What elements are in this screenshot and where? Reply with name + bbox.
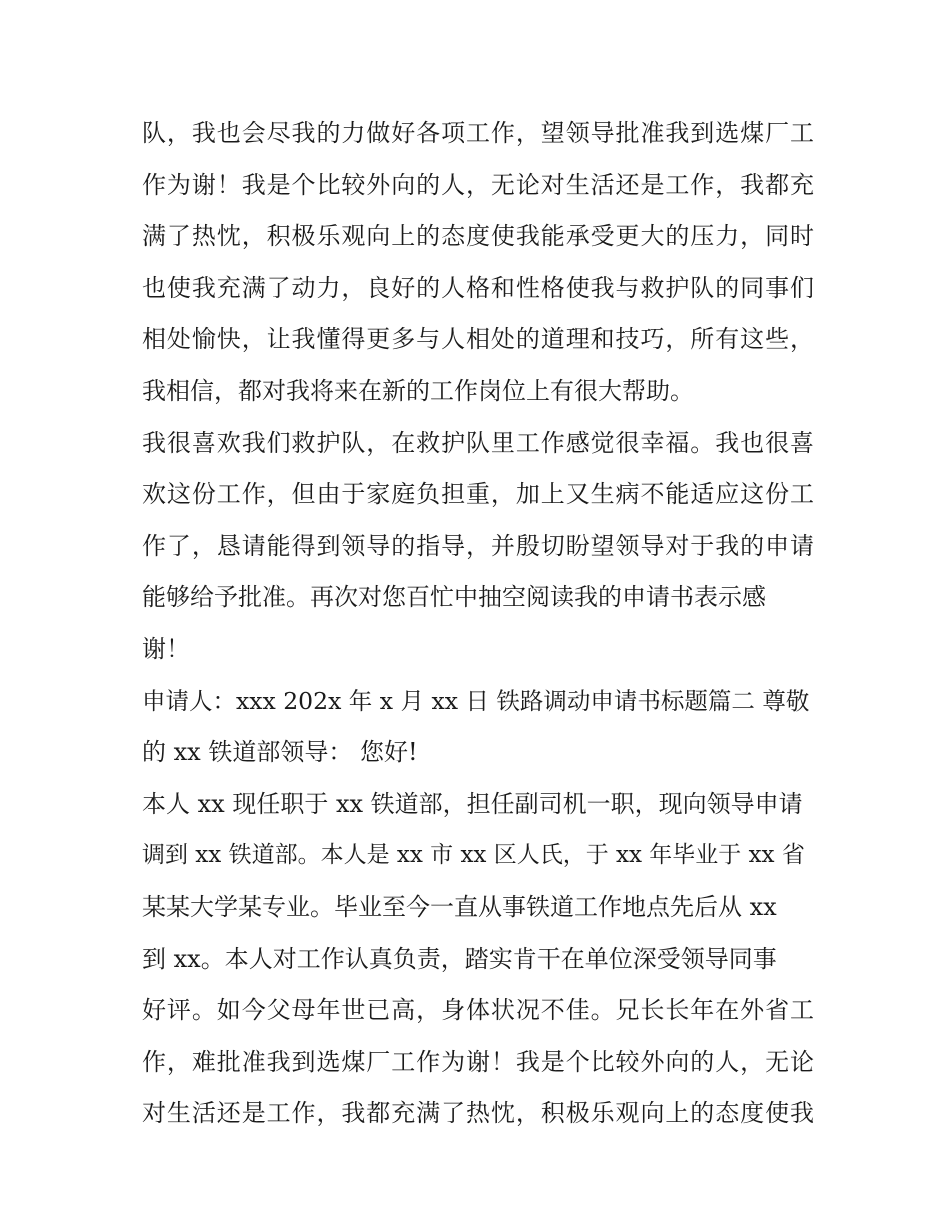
text-line: 相处愉快，让我懂得更多与人相处的道理和技巧，所有这些， [142,325,814,354]
text-line: 我很喜欢我们救护队，在救护队里工作感觉很幸福。我也很喜 [142,428,814,457]
text-line: 本人 xx 现任职于 xx 铁道部，担任副司机一职，现向领导申请 [142,789,803,818]
text-line: 到 xx。本人对工作认真负责，踏实肯干在单位深受领导同事 [142,944,777,973]
text-line: 谢！ [142,634,190,663]
document-body [142,108,814,1140]
text-line: 调到 xx 铁道部。本人是 xx 市 xx 区人氏，于 xx 年毕业于 xx 省 [142,842,805,869]
text-line: 作为谢！我是个比较外向的人，无论对生活还是工作，我都充 [142,170,814,199]
text-line: 队，我也会尽我的力做好各项工作，望领导批准我到选煤厂工 [142,119,814,147]
text-line: 对生活还是工作，我都充满了热忱，积极乐观向上的态度使我 [142,1099,814,1128]
text-line: 某某大学某专业。毕业至今一直从事铁道工作地点先后从 xx [142,892,777,921]
text-line: 能够给予批准。再次对您百忙中抽空阅读我的申请书表示感 [142,583,766,612]
text-line: 好评。如今父母年世已高，身体状况不佳。兄长长年在外省工 [142,996,814,1025]
text-line: 我相信，都对我将来在新的工作岗位上有很大帮助。 [142,376,694,405]
text-line: 的 xx 铁道部领导： 您好! [142,738,418,767]
text-line: 申请人：xxx 202x 年 x 月 xx 日 铁路调动申请书标题篇二 尊敬 [142,686,810,715]
text-line: 满了热忱，积极乐观向上的态度使我能承受更大的压力，同时 [142,222,814,251]
text-line: 作，难批准我到选煤厂工作为谢！我是个比较外向的人，无论 [142,1047,814,1076]
text-line: 作了，恳请能得到领导的指导，并殷切盼望领导对于我的申请 [142,531,814,560]
text-line: 欢这份工作，但由于家庭负担重，加上又生病不能适应这份工 [142,480,814,509]
text-line: 也使我充满了动力，良好的人格和性格使我与救护队的同事们 [142,273,814,302]
